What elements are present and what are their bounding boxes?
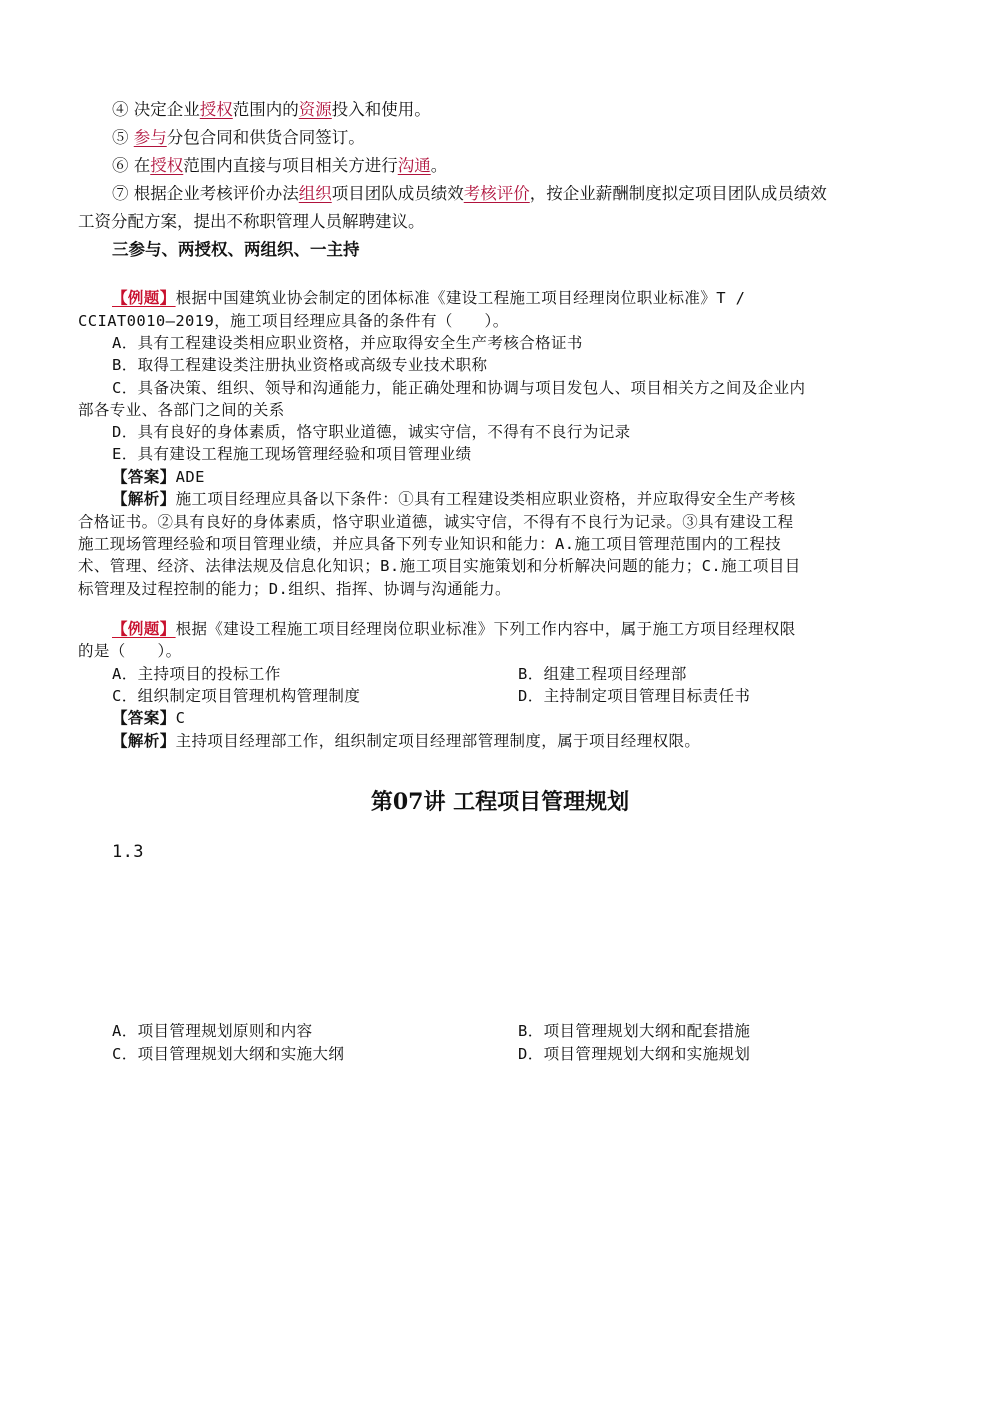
example2-question-line1: [112, 617, 796, 641]
example2-answer: [112, 706, 185, 730]
lecture-options-row2: [112, 1042, 992, 1066]
lecture-option-a: A．项目管理规划原则和内容: [112, 1022, 313, 1040]
example1-answer: [112, 465, 205, 489]
lecture-option-b: B．项目管理规划大纲和配套措施: [518, 1022, 751, 1040]
example2-question-line2: 的是（ ）。: [78, 642, 182, 660]
list-item-7: [112, 182, 827, 206]
list-item-6: [112, 154, 447, 178]
answer-tag: 【答案】: [112, 468, 176, 486]
lecture-option-d: D．项目管理规划大纲和实施规划: [518, 1045, 751, 1063]
lecture-option-c: C．项目管理规划大纲和实施大纲: [112, 1045, 345, 1063]
text: ，按企业薪酬制度拟定项目团队成员绩效: [529, 184, 827, 203]
list-item-7-continued: 工资分配方案，提出不称职管理人员解聘建议。: [78, 212, 425, 231]
example1-question-line1: [112, 286, 745, 310]
text: ⑥ 在: [112, 156, 151, 175]
analysis-tag: 【解析】: [112, 490, 176, 508]
keyword: 沟通: [397, 156, 431, 175]
lecture-options-row1: [112, 1019, 992, 1043]
list-item-4: [112, 98, 431, 122]
example1-option-e: E．具有建设工程施工现场管理经验和项目管理业绩: [112, 445, 472, 463]
example-tag: 【例题】: [112, 620, 176, 638]
text: ④ 决定企业: [112, 100, 200, 119]
text: 分包合同和供货合同签订。: [166, 128, 365, 147]
example2-option-d: D．主持制定项目管理目标责任书: [518, 687, 751, 705]
example1-analysis-line1: [112, 487, 796, 511]
summary-heading: 三参与、两授权、两组织、一主持: [112, 240, 360, 259]
keyword: 授权: [199, 100, 233, 119]
example-tag: 【例题】: [112, 289, 176, 307]
example1-option-c: C．具备决策、组织、领导和沟通能力，能正确处理和协调与项目发包人、项目相关方之间及企业内: [112, 379, 806, 397]
example1-analysis-line4: 术、管理、经济、法律法规及信息化知识；B.施工项目实施策划和分析解决问题的能力；C.施工项目目: [78, 557, 801, 575]
lecture-title: 第07讲 工程项目管理规划: [370, 789, 630, 815]
text: ⑦ 根据企业考核评价办法: [112, 184, 299, 203]
text: 项目团队成员绩效: [331, 184, 464, 203]
example2-options-row2: [112, 684, 992, 708]
example2-option-a: A．主持项目的投标工作: [112, 665, 281, 683]
example2-option-b: B．组建工程项目经理部: [518, 665, 687, 683]
answer-tag: 【答案】: [112, 709, 176, 727]
text: 。: [430, 156, 448, 175]
example1-analysis-line3: 施工现场管理经验和项目管理业绩，并应具备下列专业知识和能力：A.施工项目管理范围内的工程技: [78, 535, 782, 553]
text: 投入和使用。: [331, 100, 431, 119]
text: 施工项目经理应具备以下条件：①具有工程建设类相应职业资格，并应取得安全生产考核: [175, 490, 796, 508]
keyword: 授权: [150, 156, 184, 175]
text: 根据《建设工程施工项目经理岗位职业标准》下列工作内容中，属于施工方项目经理权限: [175, 620, 796, 638]
example1-analysis-line2: 合格证书。②具有良好的身体素质，恪守职业道德，诚实守信，不得有不良行为记录。③具有建设工程: [78, 513, 794, 531]
keyword: 资源: [298, 100, 332, 119]
example2-analysis: [112, 729, 700, 753]
example1-analysis-line5: 标管理及过程控制的能力；D.组织、指挥、协调与沟通能力。: [78, 580, 511, 598]
text: 范围内的: [232, 100, 299, 119]
section-number: 1.3: [112, 842, 144, 862]
text: 范围内直接与项目相关方进行: [183, 156, 398, 175]
example2-options-row1: [112, 662, 992, 686]
example1-option-d: D．具有良好的身体素质，恪守职业道德，诚实守信，不得有不良行为记录: [112, 423, 631, 441]
text: ⑤: [112, 128, 134, 147]
answer-value: ADE: [175, 468, 205, 486]
example1-option-b: B．取得工程建设类注册执业资格或高级专业技术职称: [112, 356, 488, 374]
text: 主持项目经理部工作，组织制定项目经理部管理制度，属于项目经理权限。: [175, 732, 701, 750]
example1-option-a: A．具有工程建设类相应职业资格，并应取得安全生产考核合格证书: [112, 334, 583, 352]
example1-question-line2: CCIAT0010—2019，施工项目经理应具备的条件有（ ）。: [78, 312, 509, 330]
analysis-tag: 【解析】: [112, 732, 176, 750]
example1-option-c-continued: 部各专业、各部门之间的关系: [78, 401, 285, 419]
keyword: 考核评价: [463, 184, 530, 203]
list-item-5: [112, 126, 365, 150]
example2-option-c: C．组织制定项目管理机构管理制度: [112, 687, 361, 705]
keyword: 参与: [133, 128, 167, 147]
keyword: 组织: [298, 184, 332, 203]
text: 根据中国建筑业协会制定的团体标准《建设工程施工项目经理岗位职业标准》T /: [175, 289, 746, 307]
answer-value: C: [175, 709, 186, 727]
